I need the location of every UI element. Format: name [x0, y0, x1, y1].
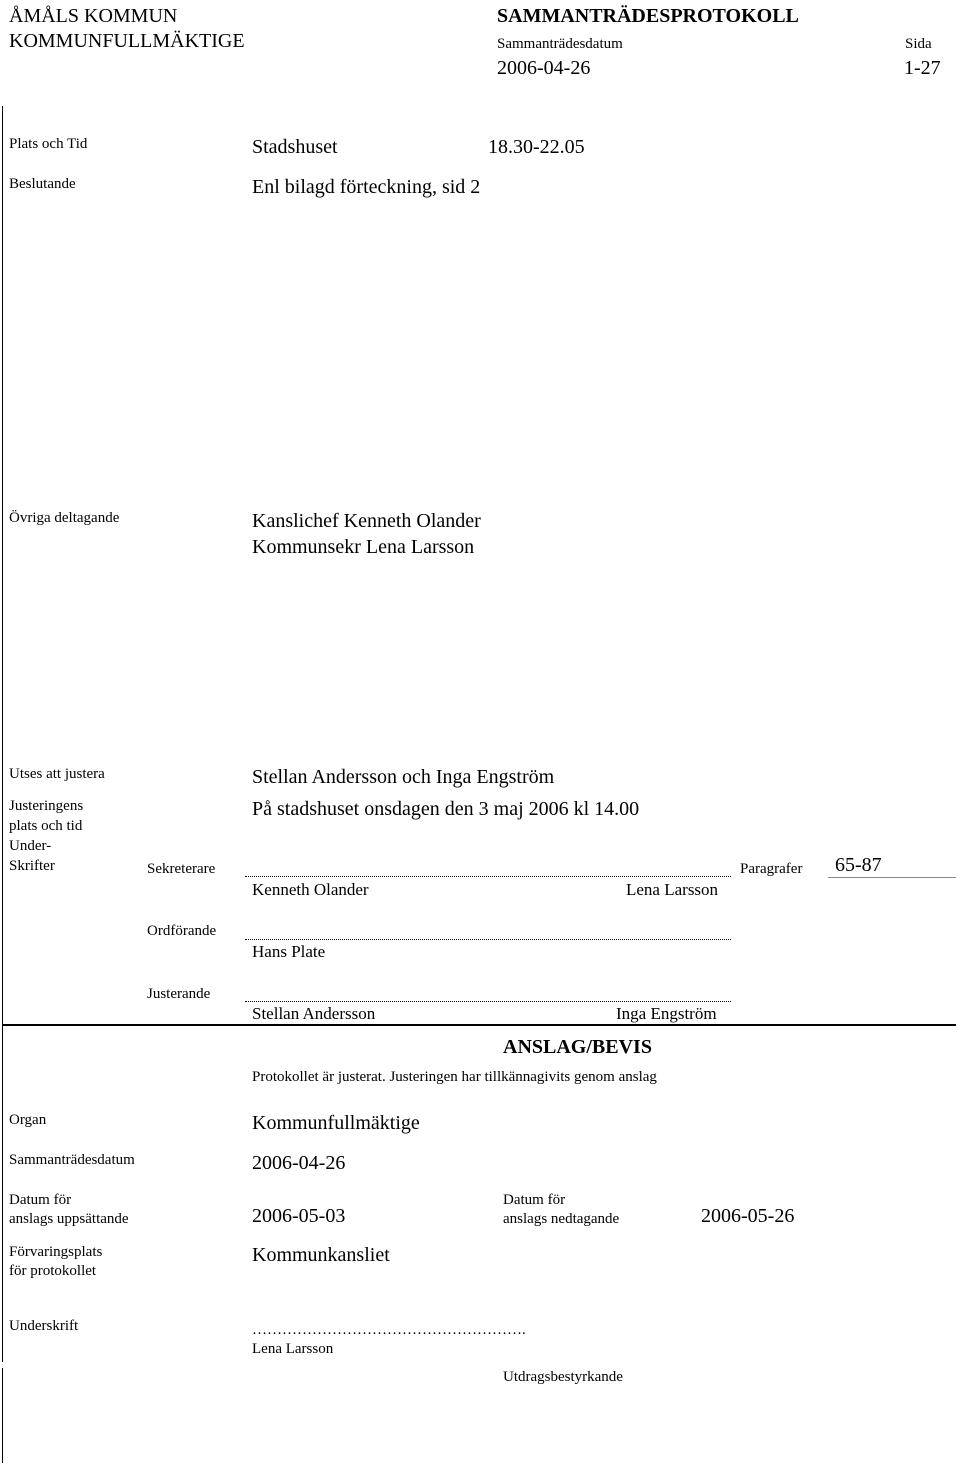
other-participant: Kommunsekr Lena Larsson [252, 536, 475, 558]
signatory-name: Lena Larsson [252, 1341, 334, 1357]
secretary-signature-line [245, 876, 731, 877]
adjusters-value: Stellan Andersson och Inga Engström [252, 766, 555, 788]
page-label: Sida [905, 36, 932, 52]
removal-date-label: anslags nedtagande [503, 1211, 620, 1227]
adjustment-place-label: Justeringens [9, 798, 84, 814]
storage-label: för protokollet [9, 1263, 97, 1279]
signature-label: Underskrift [9, 1318, 79, 1334]
page-number: 1-27 [904, 57, 941, 79]
signature-dotted-line: ………………………………………………. [252, 1322, 526, 1338]
chairman-label: Ordförande [147, 923, 217, 939]
council-name: KOMMUNFULLMÄKTIGE [9, 30, 245, 52]
notice-meeting-date-value: 2006-04-26 [252, 1152, 346, 1174]
notice-statement: Protokollet är justerat. Justeringen har tillkännagivits genom anslag [252, 1069, 657, 1085]
secretary-name-right: Lena Larsson [626, 880, 719, 899]
adjusters-label: Utses att justera [9, 766, 105, 782]
other-participant: Kanslichef Kenneth Olander [252, 510, 481, 532]
body-label: Organ [9, 1112, 47, 1128]
posting-date-value: 2006-05-03 [252, 1205, 346, 1227]
extract-certification-label: Utdragsbestyrkande [503, 1369, 623, 1385]
removal-date-value: 2006-05-26 [701, 1205, 795, 1227]
meeting-place: Stadshuset [252, 136, 338, 158]
left-margin-rule-lower [2, 1368, 3, 1463]
adjuster-name-right: Inga Engström [616, 1004, 717, 1023]
other-participants-label: Övriga deltagande [9, 510, 120, 526]
paragraphs-underline [828, 877, 956, 878]
decision-makers-value: Enl bilagd förteckning, sid 2 [252, 176, 481, 198]
decision-makers-label: Beslutande [9, 176, 76, 192]
left-margin-rule [2, 106, 3, 1362]
removal-date-label: Datum för [503, 1192, 566, 1208]
adjuster-label: Justerande [147, 986, 211, 1002]
adjustment-place-label: plats och tid [9, 818, 83, 834]
notice-title: ANSLAG/BEVIS [503, 1036, 652, 1058]
chairman-name: Hans Plate [252, 942, 326, 961]
section-divider [2, 1024, 956, 1026]
notice-meeting-date-label: Sammanträdesdatum [9, 1152, 135, 1168]
meeting-date-value: 2006-04-26 [497, 57, 591, 79]
body-value: Kommunfullmäktige [252, 1112, 420, 1134]
secretary-name-left: Kenneth Olander [252, 880, 369, 899]
municipality-name: ÅMÅLS KOMMUN [9, 5, 178, 27]
chairman-signature-line [245, 939, 731, 940]
signatures-label: Under- [9, 838, 52, 854]
meeting-time: 18.30-22.05 [488, 136, 585, 158]
adjuster-name-left: Stellan Andersson [252, 1004, 376, 1023]
adjuster-signature-line [245, 1001, 731, 1002]
paragraphs-label: Paragrafer [740, 861, 803, 877]
storage-label: Förvaringsplats [9, 1244, 103, 1260]
secretary-label: Sekreterare [147, 861, 216, 877]
meeting-date-label: Sammanträdesdatum [497, 36, 623, 52]
posting-date-label: Datum för [9, 1192, 72, 1208]
signatures-label: Skrifter [9, 858, 55, 874]
document-title: SAMMANTRÄDESPROTOKOLL [497, 5, 799, 27]
adjustment-place-value: På stadshuset onsdagen den 3 maj 2006 kl 14.00 [252, 798, 640, 820]
place-time-label: Plats och Tid [9, 136, 88, 152]
paragraphs-value: 65-87 [835, 854, 882, 876]
storage-value: Kommunkansliet [252, 1244, 390, 1266]
posting-date-label: anslags uppsättande [9, 1211, 129, 1227]
